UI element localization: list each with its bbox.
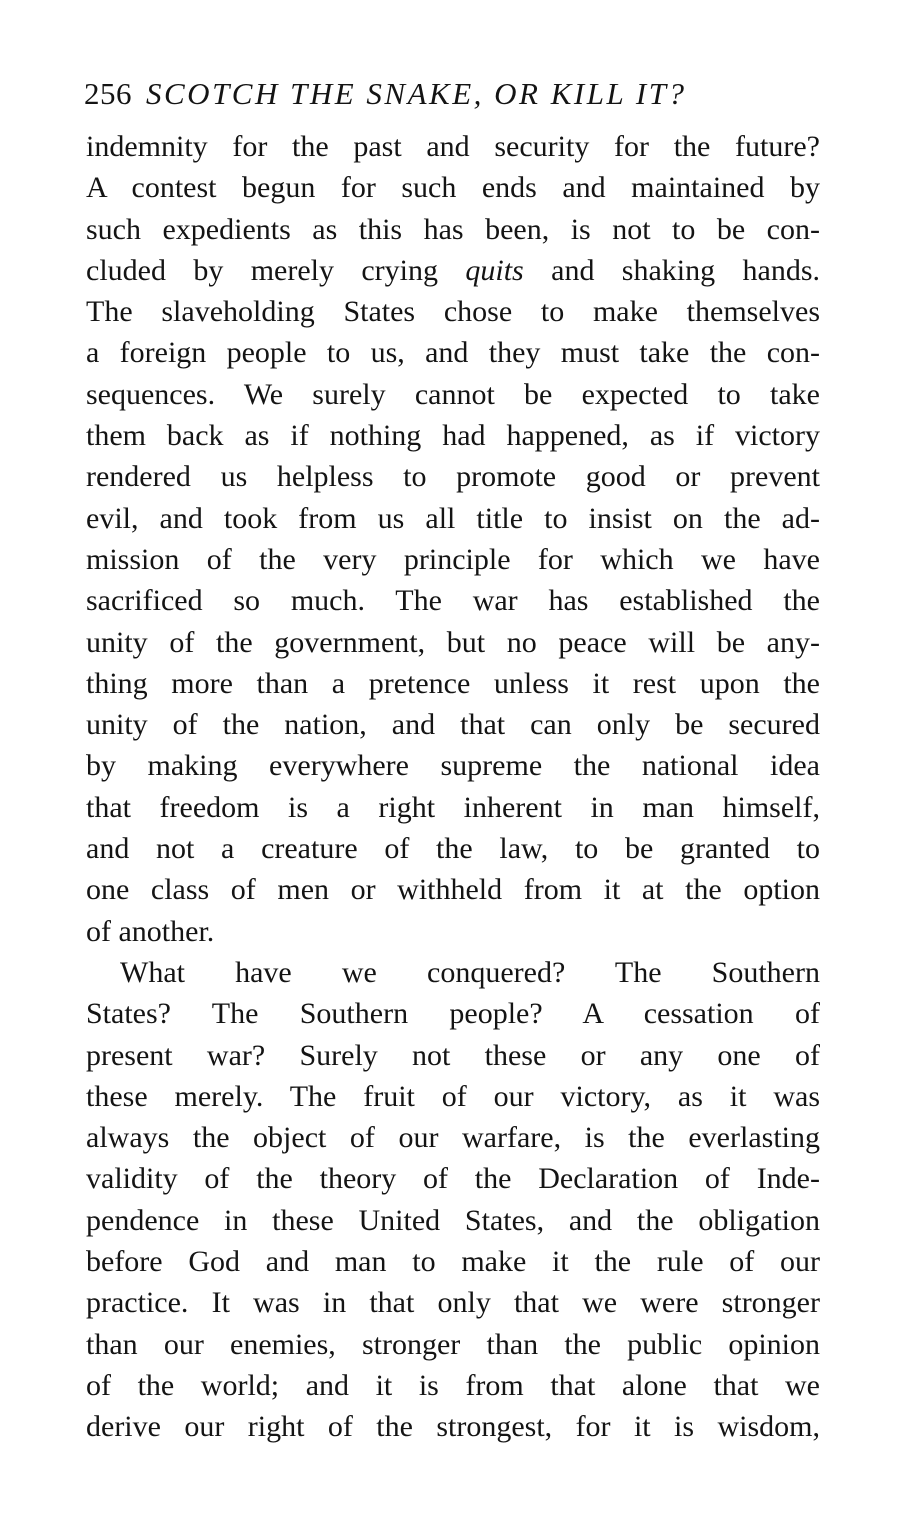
- text-span: and shaking hands.: [551, 253, 820, 287]
- text-line: than our enemies, stronger than the public opinion: [86, 1327, 820, 1361]
- text-line: thing more than a pretence unless it rest upon the: [86, 666, 820, 700]
- text-line: The slaveholding States chose to make themselves: [86, 295, 820, 329]
- text-line: a foreign people to us, and they must take the con-: [86, 336, 820, 370]
- text-line: these merely. The fruit of our victory, as it was: [86, 1079, 820, 1113]
- text-line: practice. It was in that only that we were stronger: [86, 1286, 820, 1320]
- text-line: always the object of our warfare, is the everlasting: [86, 1121, 820, 1155]
- text-line: unity of the government, but no peace will be any-: [86, 625, 820, 659]
- running-title: SCOTCH THE SNAKE, OR KILL IT?: [146, 76, 687, 111]
- text-line: of the world; and it is from that alone that we: [86, 1368, 820, 1402]
- text-line: sacrificed so much. The war has established the: [86, 584, 820, 618]
- text-line: sequences. We surely cannot be expected to take: [86, 377, 820, 411]
- text-line: mission of the very principle for which we have: [86, 542, 820, 576]
- text-line: pendence in these United States, and the obligation: [86, 1203, 820, 1237]
- text-line: validity of the theory of the Declaration of Inde-: [86, 1162, 820, 1196]
- text-line: rendered us helpless to promote good or prevent: [86, 460, 820, 494]
- running-head: [84, 72, 824, 116]
- text-line: evil, and took from us all title to insist on the ad-: [86, 501, 820, 535]
- page-number: 256: [84, 76, 132, 111]
- text-line: that freedom is a right inherent in man himself,: [86, 790, 820, 824]
- text-line: indemnity for the past and security for the future?: [86, 130, 820, 163]
- paragraph: [86, 952, 820, 1448]
- text-line: unity of the nation, and that can only be secured: [86, 708, 820, 742]
- text-line: derive our right of the strongest, for it is wisdom,: [86, 1410, 820, 1444]
- text-line: them back as if nothing had happened, as if victory: [86, 419, 820, 453]
- text-line: one class of men or withheld from it at the option: [86, 873, 820, 907]
- body-text: [86, 126, 820, 1448]
- italic-word: quits: [465, 253, 524, 287]
- text-line: [86, 250, 820, 291]
- text-line: by making everywhere supreme the national idea: [86, 749, 820, 783]
- text-line: before God and man to make it the rule of our: [86, 1245, 820, 1279]
- text-line: of another.: [86, 914, 215, 948]
- text-line: present war? Surely not these or any one of: [86, 1038, 820, 1072]
- text-span: cluded by merely crying: [86, 253, 439, 287]
- text-line: and not a creature of the law, to be granted to: [86, 832, 820, 866]
- text-line: States? The Southern people? A cessation of: [86, 997, 820, 1031]
- text-line: such expedients as this has been, is not to be con-: [86, 212, 820, 246]
- text-line: A contest begun for such ends and maintained by: [86, 171, 820, 205]
- text-line: What have we conquered? The Southern: [120, 955, 820, 989]
- paragraph: [86, 126, 820, 952]
